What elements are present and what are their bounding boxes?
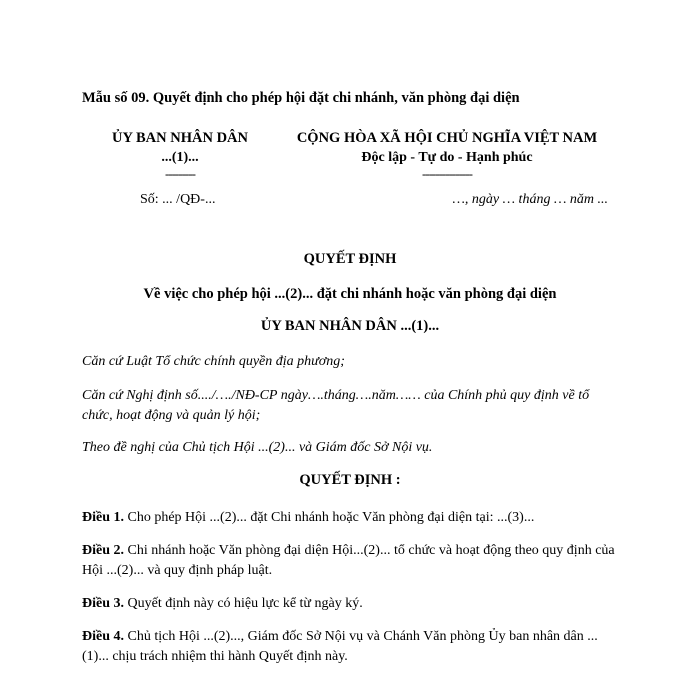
left-divider: --------- bbox=[165, 166, 195, 181]
article-1-label: Điều 1. bbox=[82, 510, 124, 525]
national-motto: Độc lập - Tự do - Hạnh phúc bbox=[361, 150, 533, 165]
decision-subject: Về việc cho phép hội ...(2)... đặt chi nhánh hoặc văn phòng đại diện bbox=[143, 286, 557, 302]
form-title: Mẫu số 09. Quyết định cho phép hội đặt chi nhánh, văn phòng đại diện bbox=[82, 90, 520, 106]
decision-issuer: ỦY BAN NHÂN DÂN ...(1)... bbox=[260, 318, 440, 334]
issuing-authority: ỦY BAN NHÂN DÂN bbox=[111, 130, 248, 146]
article-3 bbox=[82, 594, 622, 614]
article-4 bbox=[82, 627, 622, 667]
document-number: Số: ... /QĐ-... bbox=[140, 192, 216, 207]
article-2-text: Chi nhánh hoặc Văn phòng đại diện Hội...(2)... tổ chức và hoạt động theo quy định của Hội ...(2)... và quy định pháp luật. bbox=[82, 543, 615, 578]
decision-title: QUYẾT ĐỊNH bbox=[303, 251, 397, 267]
article-2-label: Điều 2. bbox=[82, 543, 124, 558]
legal-basis-1: Căn cứ Luật Tổ chức chính quyền địa phương; bbox=[82, 354, 345, 369]
article-1 bbox=[82, 508, 622, 528]
national-title: CỘNG HÒA XÃ HỘI CHỦ NGHĨA VIỆT NAM bbox=[296, 130, 598, 146]
document-date: …, ngày … tháng … năm ... bbox=[452, 192, 608, 207]
article-4-text: Chủ tịch Hội ...(2)..., Giám đốc Sở Nội vụ và Chánh Văn phòng Ủy ban nhân dân ...(1)... chịu trách nhiệm thi hành Quyết định này. bbox=[82, 629, 598, 664]
article-2 bbox=[82, 541, 622, 581]
article-3-label: Điều 3. bbox=[82, 596, 124, 611]
decides-heading: QUYẾT ĐỊNH : bbox=[299, 472, 401, 488]
issuing-authority-placeholder: ...(1)... bbox=[161, 150, 199, 165]
legal-basis-3: Theo đề nghị của Chủ tịch Hội ...(2)... và Giám đốc Sở Nội vụ. bbox=[82, 440, 433, 455]
article-1-text: Cho phép Hội ...(2)... đặt Chi nhánh hoặc Văn phòng đại diện tại: ...(3)... bbox=[124, 510, 535, 525]
article-3-text: Quyết định này có hiệu lực kể từ ngày ký. bbox=[124, 596, 363, 611]
article-4-label: Điều 4. bbox=[82, 629, 124, 644]
legal-basis-2: Căn cứ Nghị định số..../…./NĐ-CP ngày….tháng….năm…… của Chính phủ quy định về tổ chức, hoạt động và quản lý hội; bbox=[82, 388, 590, 423]
right-divider: --------------- bbox=[422, 166, 472, 181]
